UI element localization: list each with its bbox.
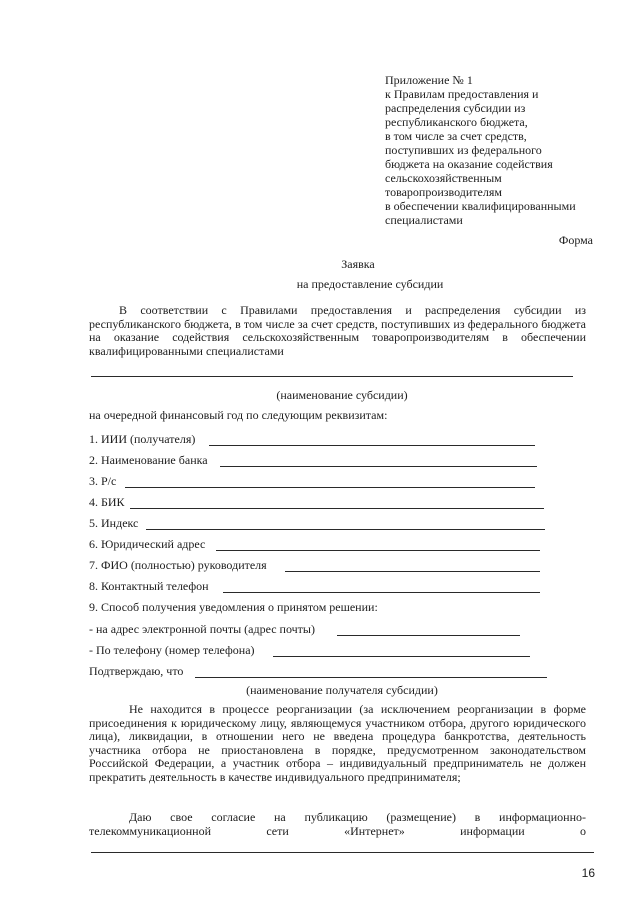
field-bank-name[interactable] [89,453,539,469]
reorganization-paragraph [89,703,586,784]
field-legal-address[interactable] [89,537,544,553]
field-underline[interactable] [220,466,537,467]
subsidy-name-caption: (наименование субсидии) [276,388,408,402]
recipient-name-caption: (наименование получателя субсидии) [246,683,438,697]
intro-line: республиканского бюджета, в том числе за счет средств, поступивших из федерального [89,316,539,331]
form-label: Форма [558,233,593,247]
field-bik[interactable] [89,495,549,511]
paragraph-line: предприниматель не должен прекратить деятельность в качестве индивидуального [89,756,586,784]
field-underline[interactable] [223,592,540,593]
paragraph-line: законодательством Российской Федерации, а участник отбора – индивидуальный [89,742,586,770]
field-label: 2. Наименование банка [89,453,208,467]
field-label: 8. Контактный телефон [89,579,209,593]
field-label: 1. ИИИ (получателя) [89,432,196,446]
paragraph-line: Не находится в процессе реорганизации (за исключением реорганизации в форме [129,702,586,716]
field-underline[interactable] [273,656,530,657]
field-underline[interactable] [216,550,540,551]
fiscal-year-text: на очередной финансовый год по следующим реквизитам: [89,408,388,422]
notification-method-heading: 9. Способ получения уведомления о принятом решении: [89,600,378,614]
field-label: 4. БИК [89,495,125,509]
consent-info-line[interactable] [91,852,594,853]
field-label: - на адрес электронной почты (адрес почты) [89,622,315,636]
intro-line: в обеспечении квалифицированными специалистами [89,330,587,358]
paragraph-line: присоединения к юридическому лицу, являющемуся участником отбора, другого [89,715,510,730]
appendix-line: товаропроизводителям [385,185,502,199]
field-underline[interactable] [125,487,535,488]
appendix-line: Приложение № 1 [385,73,473,87]
appendix-line: специалистами [385,213,463,227]
appendix-line: республиканского бюджета, [385,115,528,129]
field-director-name[interactable] [89,558,544,574]
appendix-line: к Правилам предоставления и [385,87,539,101]
field-label: 7. ФИО (полностью) руководителя [89,558,267,572]
appendix-header [385,73,600,227]
appendix-line: сельскохозяйственным [385,171,502,185]
field-label: Подтверждаю, что [89,664,184,678]
appendix-line: поступивших из федерального [385,143,542,157]
field-underline[interactable] [146,529,545,530]
appendix-line: распределения субсидии из [385,101,526,115]
field-label: - По телефону (номер телефона) [89,643,255,657]
field-underline[interactable] [130,508,544,509]
intro-paragraph [89,304,586,358]
page-number: 16 [581,866,595,880]
field-notification-phone[interactable] [89,643,534,659]
field-underline[interactable] [337,635,520,636]
paragraph-line: деятельность участника отбора не приостановлена в порядке, предусмотренном [89,729,586,757]
field-notification-email[interactable] [89,622,524,638]
field-label: 5. Индекс [89,516,139,530]
field-contact-phone[interactable] [89,579,544,595]
subsidy-name-line[interactable] [91,376,573,377]
paragraph-line: предпринимателя; [367,769,461,784]
field-recipient-inn[interactable] [89,432,539,448]
field-postal-index[interactable] [89,516,549,532]
field-underline[interactable] [285,571,540,572]
document-title: Заявка [341,257,375,271]
appendix-line: в том числе за счет средств, [385,129,527,143]
reorganization-text [89,703,586,784]
intro-line: бюджета на оказание содействия сельскохозяйственным товаропроизводителям [89,316,587,344]
paragraph-line: юридического лица), ликвидации, в отношении него не введена процедура банкротства, [89,715,586,743]
consent-line: Даю свое согласие на публикацию (размещение) в информационно- [129,810,586,824]
intro-line: В соответствии с Правилами предоставления и распределения субсидии из [119,303,586,317]
consent-paragraph [89,811,586,838]
field-account-number[interactable] [89,474,539,490]
consent-line: телекоммуникационной сети «Интернет» информации о [89,823,586,838]
appendix-line: в обеспечении квалифицированными [385,199,576,213]
appendix-line: бюджета на оказание содействия [385,157,553,171]
intro-text [89,304,586,358]
field-underline[interactable] [209,445,535,446]
field-confirm-recipient[interactable] [89,664,551,680]
field-label: 6. Юридический адрес [89,537,206,551]
document-subtitle: на предоставление субсидии [296,277,444,291]
field-underline[interactable] [195,677,547,678]
field-label: 3. Р/с [89,474,117,488]
